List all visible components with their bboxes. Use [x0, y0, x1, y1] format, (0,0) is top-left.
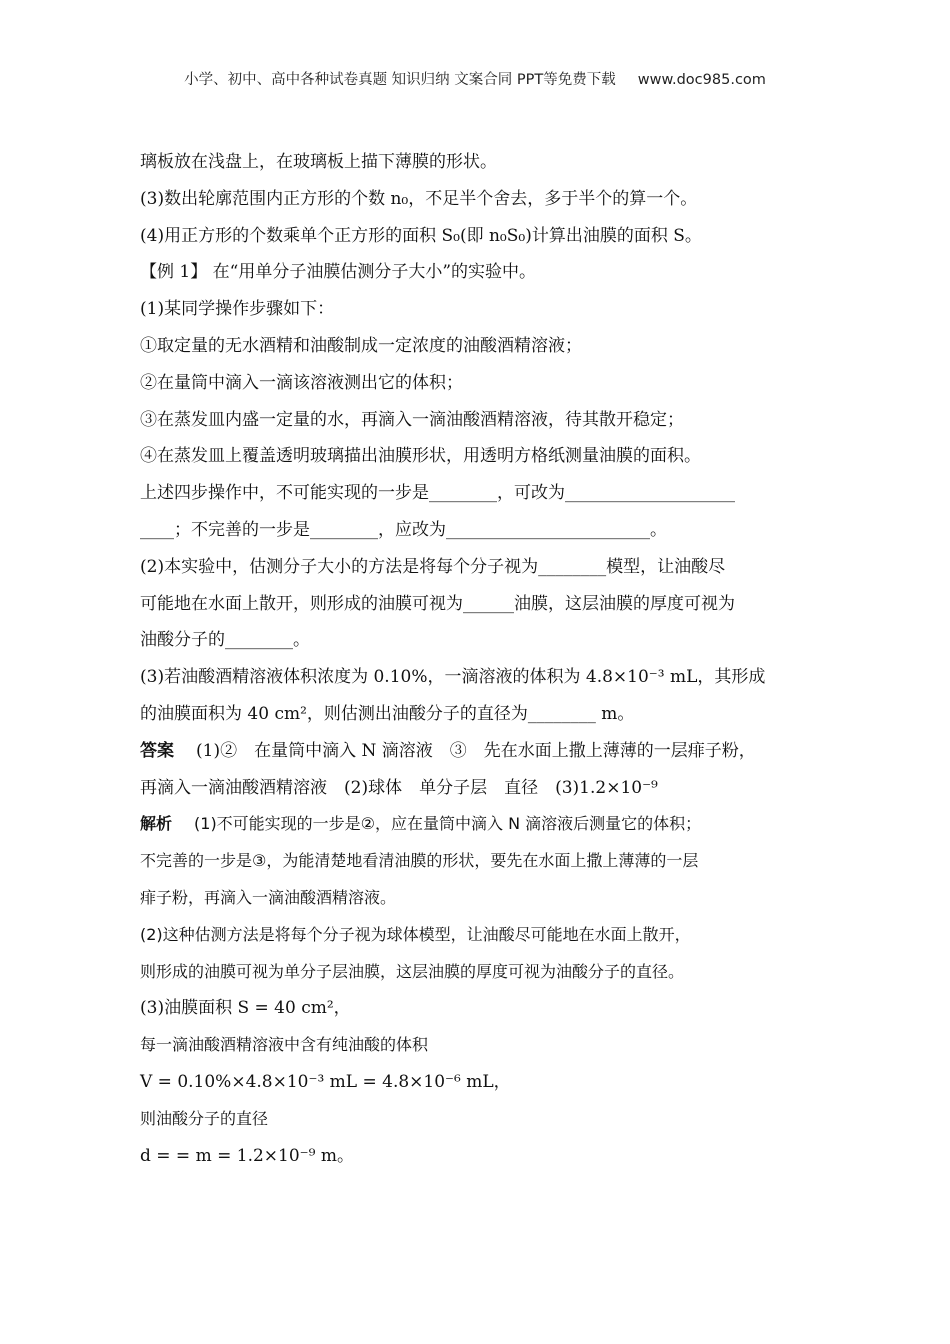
analysis-line [140, 814, 820, 834]
answer-line [140, 741, 820, 761]
header-site-link[interactable]: www.doc985.com [637, 72, 766, 88]
analysis-line: V = 0.10%×4.8×10⁻³ mL = 4.8×10⁻⁶ mL， [140, 1071, 511, 1092]
answer-text: (1)② 在量筒中滴入 N 滴溶液 ③ 先在水面上撒上薄薄的一层痱子粉， [196, 740, 756, 761]
step-line: ③在蒸发皿内盛一定量的水，再滴入一滴油酸酒精溶液，待其散开稳定； [140, 409, 684, 430]
question-line: ____；不完善的一步是________，应改为________________________。 [140, 519, 667, 540]
question-line: (2)本实验中，估测分子大小的方法是将每个分子视为________模型，让油酸尽 [140, 556, 726, 577]
answer-line: 再滴入一滴油酸酒精溶液 (2)球体 单分子层 直径 (3)1.2×10⁻⁹ [140, 777, 658, 798]
text-line: (4)用正方形的个数乘单个正方形的面积 S₀(即 n₀S₀)计算出油膜的面积 S。 [140, 225, 702, 246]
header-text: 小学、初中、高中各种试卷真题 知识归纳 文案合同 PPT等免费下载 [184, 72, 616, 88]
question-line: 油酸分子的________。 [140, 630, 310, 651]
question-line: 可能地在水面上散开，则形成的油膜可视为______油膜，这层油膜的厚度可视为 [140, 593, 735, 614]
analysis-line: 则油酸分子的直径 [140, 1108, 269, 1128]
analysis-text: (1)不可能实现的一步是②，应在量筒中滴入 N 滴溶液后测量它的体积； [194, 814, 702, 834]
analysis-line: d = = m = 1.2×10⁻⁹ m。 [140, 1145, 354, 1166]
analysis-line: 不完善的一步是③，为能清楚地看清油膜的形状，要先在水面上撒上薄薄的一层 [140, 851, 699, 871]
step-line: ②在量筒中滴入一滴该溶液测出它的体积； [140, 372, 463, 393]
question-line: (3)若油酸酒精溶液体积浓度为 0.10%，一滴溶液的体积为 4.8×10⁻³ mL，其形成 [140, 667, 766, 688]
analysis-label: 解析 [140, 814, 173, 834]
page-header [0, 68, 950, 89]
analysis-line: 痱子粉，再滴入一滴油酸酒精溶液。 [140, 887, 397, 907]
analysis-line: (2)这种估测方法是将每个分子视为球体模型，让油酸尽可能地在水面上散开， [140, 924, 691, 944]
text-line: 璃板放在浅盘上，在玻璃板上描下薄膜的形状。 [140, 152, 497, 172]
question-line: 的油膜面积为 40 cm²，则估测出油酸分子的直径为________ m。 [140, 703, 635, 724]
document-body [140, 152, 820, 1182]
analysis-line: 则形成的油膜可视为单分子层油膜，这层油膜的厚度可视为油酸分子的直径。 [140, 961, 685, 981]
step-line: ④在蒸发皿上覆盖透明玻璃描出油膜形状，用透明方格纸测量油膜的面积。 [140, 446, 701, 467]
text-line: (1)某同学操作步骤如下： [140, 299, 335, 320]
text-line: (3)数出轮廓范围内正方形的个数 n₀，不足半个舍去，多于半个的算一个。 [140, 188, 698, 209]
step-line: ①取定量的无水酒精和油酸制成一定浓度的油酸酒精溶液； [140, 335, 582, 356]
example-heading: 【例 1】 在“用单分子油膜估测分子大小”的实验中。 [140, 262, 537, 283]
question-line: 上述四步操作中，不可能实现的一步是________，可改为____________________ [140, 483, 735, 504]
answer-label: 答案 [140, 740, 174, 761]
analysis-line: 每一滴油酸酒精溶液中含有纯油酸的体积 [140, 1035, 429, 1055]
analysis-line: (3)油膜面积 S = 40 cm²， [140, 998, 351, 1019]
